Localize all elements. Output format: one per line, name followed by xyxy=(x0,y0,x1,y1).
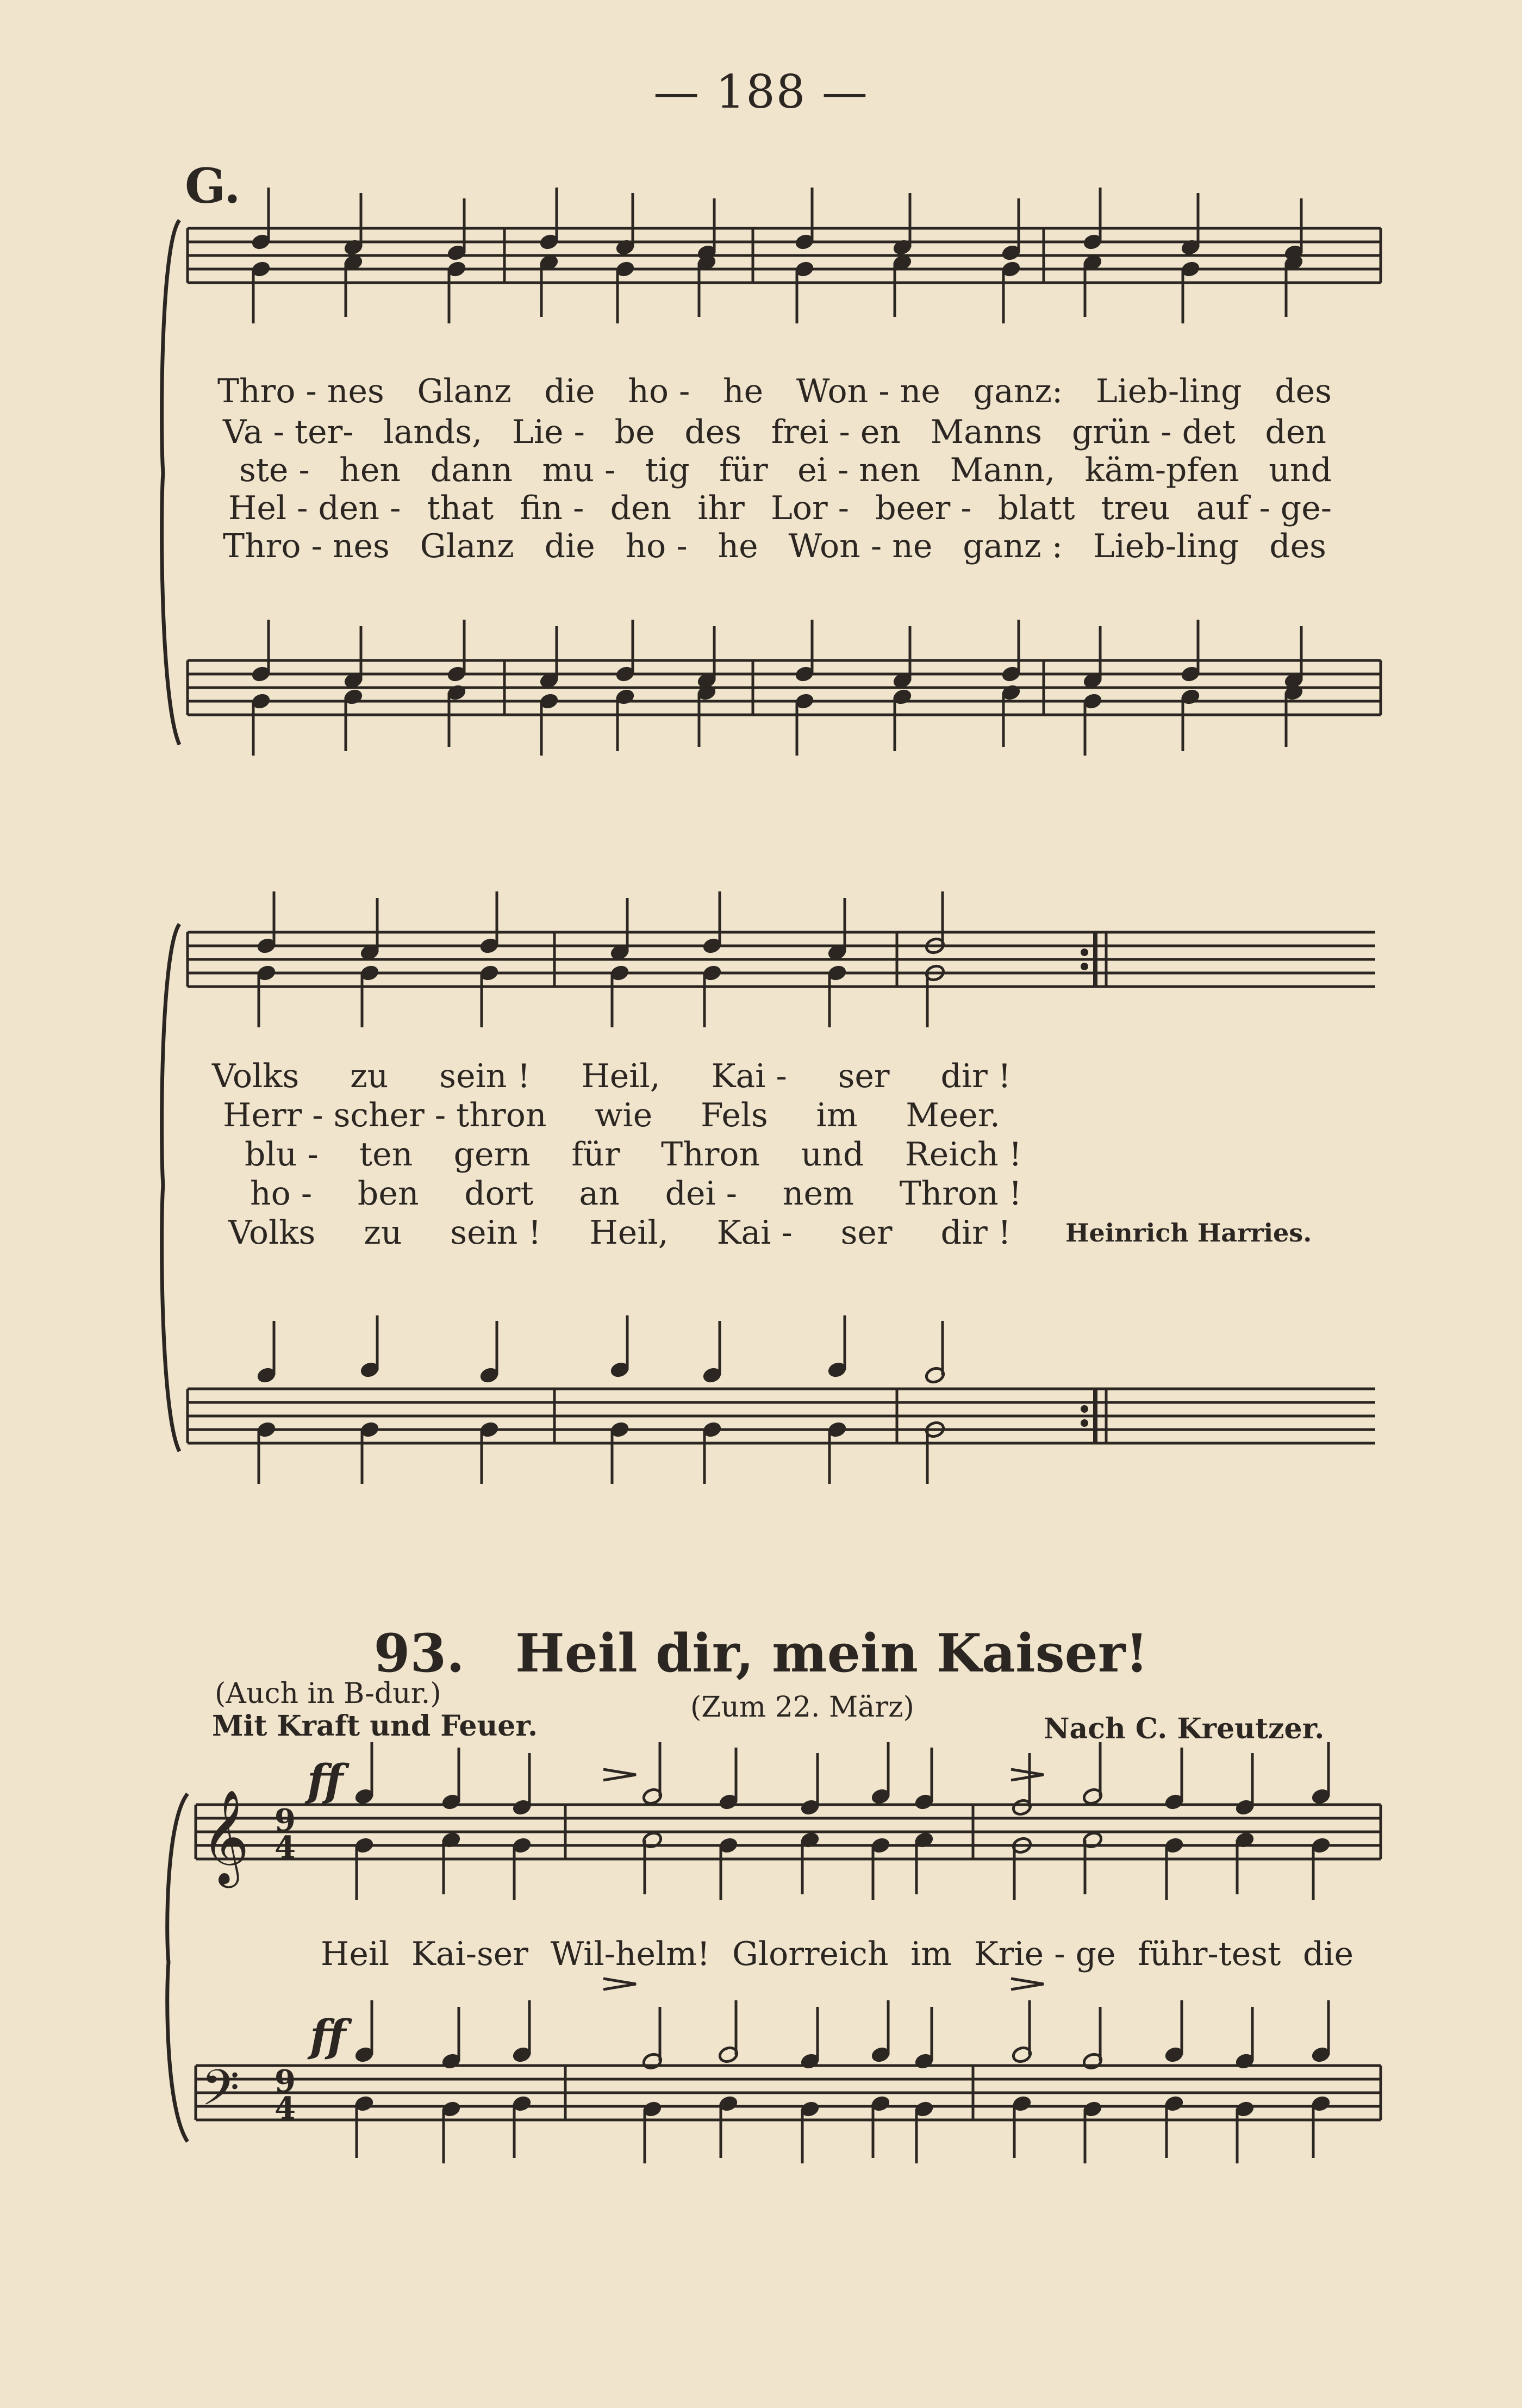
system1-bass-staff xyxy=(188,660,1381,715)
svg-text:9: 9 xyxy=(275,1802,296,1838)
key-note: (Auch in B-dur.) xyxy=(215,1677,441,1710)
svg-text:9: 9 xyxy=(275,2063,296,2099)
song-number: 93. xyxy=(373,1623,465,1684)
dynamic-marking-bass: ff xyxy=(310,2010,346,2061)
system1-treble-staff xyxy=(188,228,1381,283)
section-letter: G. xyxy=(185,158,241,214)
svg-text:𝄞: 𝄞 xyxy=(201,1789,249,1884)
lyric-line-1: Volks zu sein ! Heil, Kai - ser dir ! xyxy=(212,1057,1011,1095)
tempo-marking: Mit Kraft und Feuer. xyxy=(212,1710,538,1743)
lyric-line-3: ste - hen dann mu - tig für ei - nen Mann, käm-pfen und xyxy=(239,451,1332,489)
song93-bass-staff xyxy=(196,2066,1381,2120)
lyric-line-4: Hel - den - that fin - den ihr Lor - beer - blatt treu auf - ge- xyxy=(228,489,1332,527)
lyric-line-4: ho - ben dort an dei - nem Thron ! xyxy=(250,1175,1022,1213)
lyric-line-2: Va - ter- lands, Lie - be des frei - en Manns grün - det den xyxy=(223,413,1326,451)
lyric-line-5: Volks zu sein ! Heil, Kai - ser dir ! xyxy=(228,1214,1011,1252)
song-title-text: Heil dir, mein Kaiser! xyxy=(515,1623,1149,1684)
author-credit: Heinrich Harries. xyxy=(1065,1218,1312,1247)
lyric-line-2: Herr - scher - thron wie Fels im Meer. xyxy=(223,1096,1000,1134)
song93-treble-staff xyxy=(196,1805,1381,1859)
occasion-note: (Zum 22. März) xyxy=(690,1691,914,1724)
dynamic-marking-treble: ff xyxy=(307,1755,344,1806)
svg-text:4: 4 xyxy=(275,1830,296,1866)
lyric-line-3: blu - ten gern für Thron und Reich ! xyxy=(245,1136,1022,1174)
lyric-line-1: Thro - nes Glanz die ho - he Won - ne ganz: Lieb-ling des xyxy=(217,372,1332,410)
svg-text:𝄢: 𝄢 xyxy=(201,2059,240,2129)
song93-lyrics: Heil Kai-ser Wil-helm! Glorreich im Krie - ge führ-test die xyxy=(321,1935,1353,1973)
song-title xyxy=(0,1623,1522,1684)
composer-credit: Nach C. Kreutzer. xyxy=(1044,1712,1325,1745)
svg-text:4: 4 xyxy=(275,2091,296,2126)
lyric-line-5: Thro - nes Glanz die ho - he Won - ne ganz : Lieb-ling des xyxy=(223,527,1326,565)
page-number: — 188 — xyxy=(653,65,869,118)
